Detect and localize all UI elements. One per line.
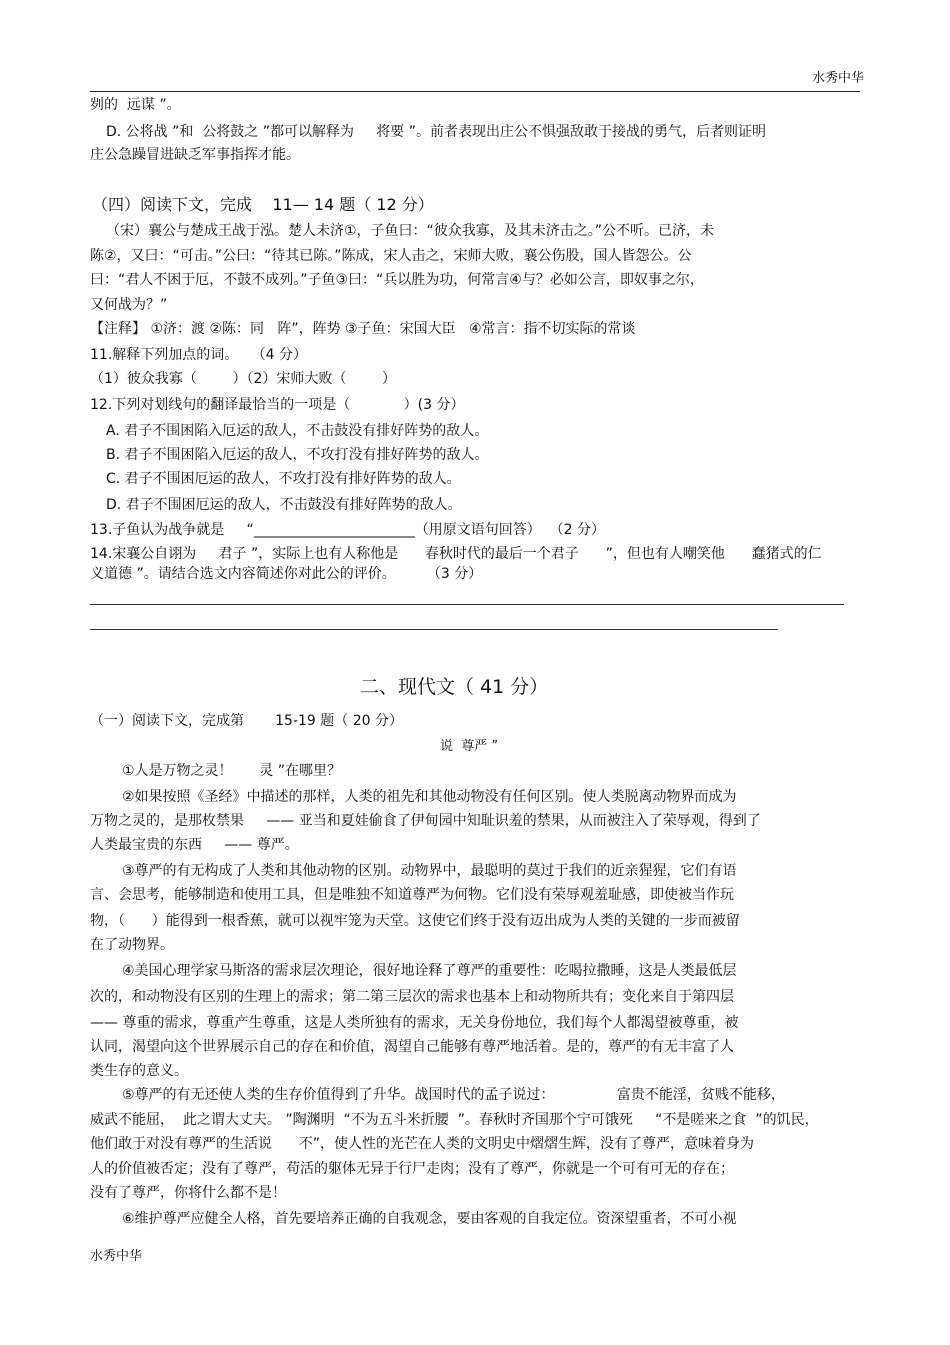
passage-line-3: 曰：“君人不困于厄，不鼓不成列。”子鱼③曰：“兵以胜为功，何常言④与？必如公言，即奴事之尔， (90, 272, 704, 288)
essay-para-3-line-4: 在了动物界。 (90, 937, 174, 953)
essay-para-2-line-3: 人类最宝贵的东西 —— 尊严。 (90, 837, 299, 853)
essay-title: 说 尊严 ” (440, 739, 499, 754)
essay-para-4-line-5: 类生存的意义。 (90, 1063, 188, 1079)
question-11: 11.解释下列加点的词。 （4 分） (90, 347, 307, 363)
section4-heading: （四）阅读下文，完成 11— 14 题（ 12 分） (92, 195, 434, 214)
header-rule (90, 91, 860, 92)
header-brand: 水秀中华 (812, 71, 865, 86)
essay-para-4-line-1: ④美国心理学家马斯洛的需求层次理论，很好地诠释了尊严的重要性：吃喝拉撒睡，这是人类最低层 (122, 963, 737, 979)
essay-para-5-line-3: 他们敢于对没有尊严的生活说 不”，使人性的光芒在人类的文明史中熠熠生辉，没有了尊严，意味着身为 (90, 1136, 754, 1152)
essay-para-2-line-1: ②如果按照《圣经》中描述的那样，人类的祖先和其他动物没有任何区别。使人类脱离动物界而成为 (122, 789, 737, 805)
essay-para-5-line-2: 威武不能屈， 此之谓大丈夫。 ”陶渊明 “不为五斗米折腰 ”。春秋时齐国那个宁可饿死 “不是嗟来之食 ”的饥民， (90, 1112, 819, 1128)
passage-line-2: 陈②，又曰：“可击。”公曰：“待其已陈。”陈成，宋人击之，宋师大败，襄公伤股，国人皆怨公。公 (90, 248, 692, 264)
essay-para-4-line-3: —— 尊重的需求，尊重产生尊重，这是人类所独有的需求，无关身份地位，我们每个人都渴望被尊重，被 (90, 1015, 739, 1031)
essay-para-4-line-2: 次的，和动物没有区别的生理上的需求；第二第三层次的需求也基本上和动物所共有；变化来自于第四层 (90, 989, 734, 1005)
question-14-line-2: 义道德 ”。请结合选文内容简述你对此公的评价。 （3 分） (90, 566, 483, 582)
essay-para-5-line-1: ⑤尊严的有无还使人类的生存价值得到了升华。战国时代的孟子说过： 富贵不能淫，贫贱不能移， (122, 1087, 785, 1103)
essay-para-2-line-2: 万物之灵的，是那枚禁果 —— 亚当和夏娃偷食了伊甸园中知耻识羞的禁果，从而被注入了荣辱观，得到了 (90, 813, 761, 829)
option-d-line-2: 庄公急躁冒进缺乏军事指挥才能。 (90, 147, 300, 163)
annotation-note: 【注释】 ①济：渡 ②陈：同 阵”，阵势 ③子鱼：宋国大臣 ④常言：指不切实际的常谈 (90, 321, 636, 337)
essay-para-5-line-4: 人的价值被否定；没有了尊严，苟活的躯体无异于行尸走肉；没有了尊严，你就是一个可有可无的存在； (90, 1161, 734, 1177)
footer-brand: 水秀中华 (90, 1249, 143, 1264)
part2-subheading: （一）阅读下文，完成第 15-19 题（ 20 分） (90, 713, 403, 729)
q12-option-a: A. 君子不围困陷入厄运的敌人，不击鼓没有排好阵势的敌人。 (106, 423, 489, 439)
option-d-line-1: D. 公将战 ”和 公将鼓之 ”都可以解释为 将要 ”。前者表现出庄公不惧强敌敢于接战的勇气，后者则证明 (106, 124, 766, 140)
essay-para-3-line-3: 物，（ ）能得到一根香蕉，就可以视牢笼为天堂。这使它们终于没有迈出成为人类的关键的一步而被留 (90, 913, 740, 929)
essay-para-6-line-1: ⑥维护尊严应健全人格，首先要培养正确的自我观念，要由客观的自我定位。资深望重者，不可小视 (122, 1211, 737, 1227)
essay-para-3-line-1: ③尊严的有无构成了人类和其他动物的区别。动物界中，最聪明的莫过于我们的近亲猩猩，它们有语 (122, 863, 737, 879)
q12-option-c: C. 君子不围困厄运的敌人，不攻打没有排好阵势的敌人。 (106, 471, 461, 487)
essay-para-5-line-5: 没有了尊严，你将什么都不是！ (90, 1185, 286, 1201)
answer-line-1[interactable] (90, 604, 844, 605)
answer-line-2[interactable] (90, 629, 778, 630)
question-12: 12.下列对划线句的翻译最恰当的一项是（ ）(3 分） (90, 397, 465, 413)
q12-option-b: B. 君子不围困陷入厄运的敌人，不攻打没有排好阵势的敌人。 (106, 447, 489, 463)
top-fragment: 刿的 远谋 ”。 (90, 97, 181, 113)
essay-para-3-line-2: 言、会思考，能够制造和使用工具，但是唯独不知道尊严为何物。它们没有荣辱观羞耻感，即使被当作玩 (90, 887, 734, 903)
question-11-items: （1）彼众我寡（ ）（2）宋师大败（ ） (90, 371, 397, 387)
passage-line-4: 又何战为？” (90, 297, 168, 313)
passage-line-1: （宋）襄公与楚成王战于泓。楚人未济①，子鱼曰：“彼众我寡，及其未济击之。”公不听。已济，未 (106, 223, 715, 239)
question-14-line-1: 14.宋襄公自诩为 君子 ”，实际上也有人称他是 春秋时代的最后一个君子 ”，但也有人嘲笑他 蠢猪式的仁 (90, 546, 822, 562)
essay-para-1: ①人是万物之灵！ 灵 ”在哪里？ (122, 763, 341, 779)
essay-para-4-line-4: 认同，渴望向这个世界展示自己的存在和价值，渴望自己能够有尊严地活着。是的，尊严的有无丰富了人 (90, 1039, 734, 1055)
question-13: 13.子鱼认为战争就是 “_______________________（用原文语句回答） （2 分） (90, 522, 606, 538)
q12-option-d: D. 君子不围困厄运的敌人，不击鼓没有排好阵势的敌人。 (106, 497, 462, 513)
part2-title: 二、现代文（ 41 分） (360, 676, 549, 698)
